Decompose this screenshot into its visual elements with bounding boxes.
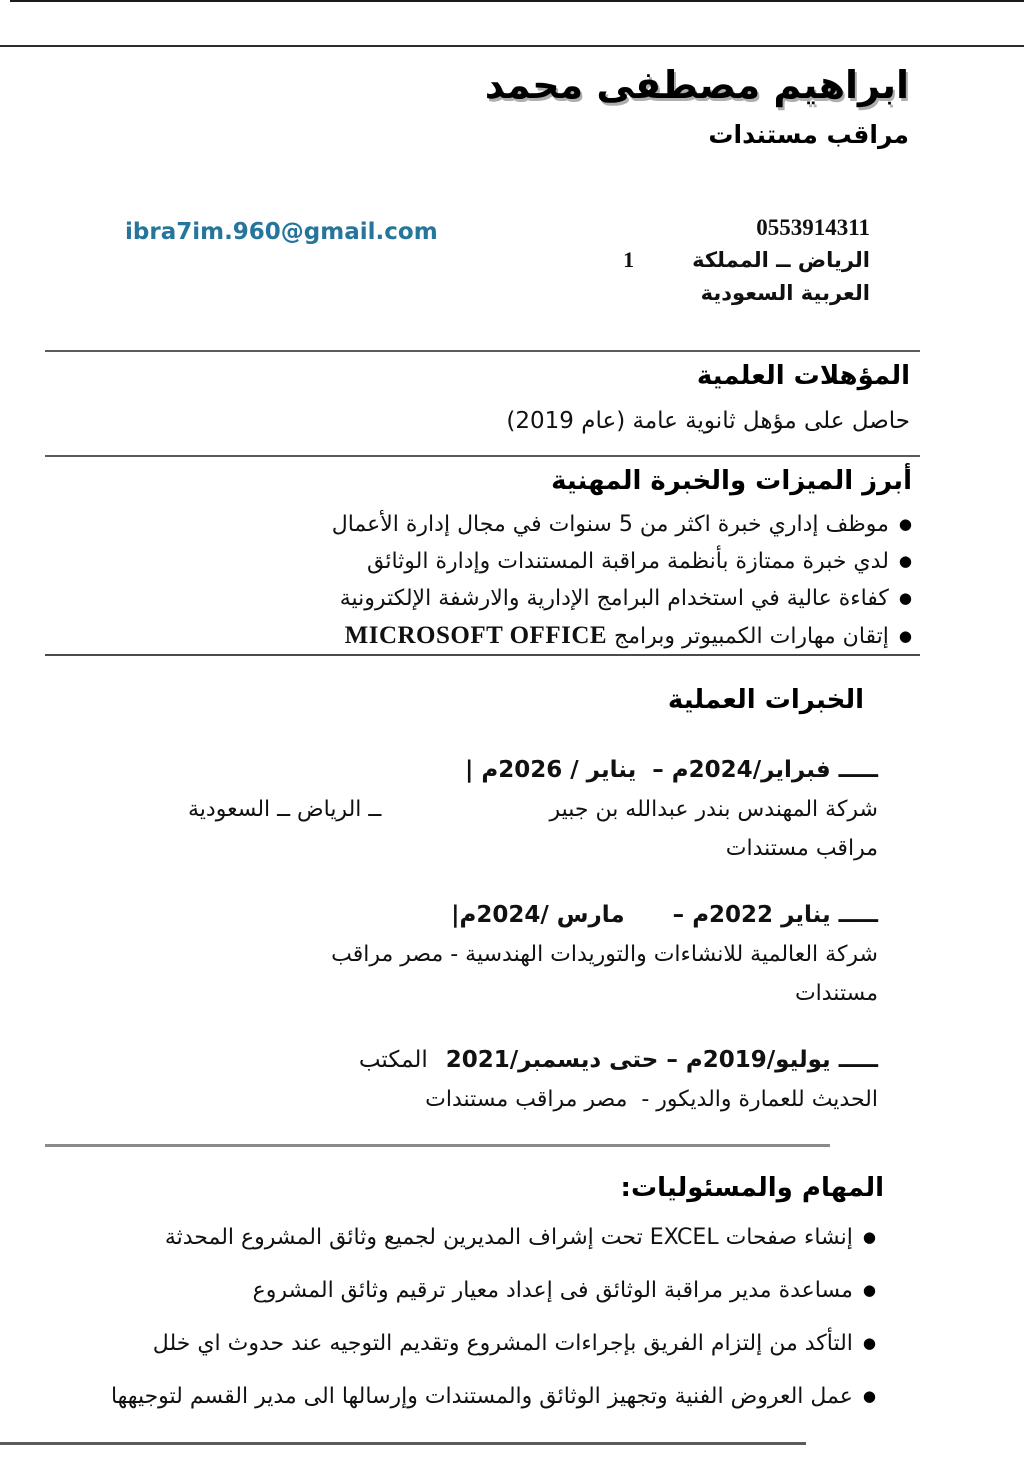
job-location: ــ الرياض ــ السعودية xyxy=(188,797,382,822)
experience-section xyxy=(188,680,878,1150)
section-divider xyxy=(45,1144,830,1147)
list-item xyxy=(60,617,912,655)
bullet-icon: ● xyxy=(898,515,912,533)
email-link[interactable]: ibra7im.960@gmail.com xyxy=(125,219,438,245)
location-city: الرياض ــ المملكة xyxy=(692,248,870,272)
job-dates: ـــــ يناير 2022م – مارس /2024م| xyxy=(451,902,878,928)
header xyxy=(485,62,909,149)
list-item xyxy=(60,1328,876,1359)
highlight-text: كفاءة عالية في استخدام البرامج الإدارية والارشفة الإلكترونية xyxy=(339,586,889,611)
job-company: شركة المهندس بندر عبدالله بن جبير xyxy=(549,797,878,822)
highlight-text: موظف إداري خبرة اكثر من 5 سنوات في مجال إدارة الأعمال xyxy=(331,512,889,537)
bullet-icon: ● xyxy=(862,1334,876,1352)
job-role: مراقب مستندات xyxy=(725,836,878,861)
responsibility-text: عمل العروض الفنية وتجهيز الوثائق والمستندات وإرسالها الى مدير القسم لتوجيهها xyxy=(110,1384,853,1409)
responsibilities-heading: المهام والمسئوليات: xyxy=(620,1173,884,1203)
experience-heading: الخبرات العملية xyxy=(667,685,864,715)
bullet-icon: ● xyxy=(862,1387,876,1405)
job-dates: ـــــ فبراير/2024م – يناير / 2026م | xyxy=(464,757,878,783)
education-text: حاصل على مؤهل ثانوية عامة (عام 2019) xyxy=(506,408,910,434)
education-section xyxy=(60,356,910,438)
experience-entry xyxy=(188,750,878,868)
highlights-section xyxy=(60,461,912,655)
experience-entry xyxy=(188,1040,878,1120)
job-dates-range: ـــــ يوليو/2019م – حتى ديسمبر/2021 xyxy=(445,1047,878,1073)
responsibility-text: التأكد من إلتزام الفريق بإجراءات المشروع وتقديم التوجيه عند حدوث اي خلل xyxy=(152,1331,853,1356)
list-item xyxy=(60,580,912,617)
bullet-icon: ● xyxy=(862,1228,876,1246)
contact-details xyxy=(623,213,870,310)
job-role: مستندات xyxy=(794,981,878,1006)
responsibility-text: إنشاء صفحات EXCEL تحت إشراف المديرين لجميع وثائق المشروع المحدثة xyxy=(164,1225,853,1250)
top-border-line xyxy=(10,0,1024,2)
highlight-text: لدي خبرة ممتازة بأنظمة مراقبة المستندات وإدارة الوثائق xyxy=(367,549,889,574)
location-line xyxy=(623,243,870,277)
phone-number: 0553914311 xyxy=(756,215,870,240)
job-company-start: المكتب xyxy=(358,1047,428,1073)
highlights-list xyxy=(60,506,912,655)
list-item xyxy=(60,1381,876,1412)
list-item xyxy=(60,1275,876,1306)
list-item xyxy=(60,1222,876,1253)
list-item xyxy=(60,506,912,543)
bullet-icon: ● xyxy=(898,627,912,645)
section-divider xyxy=(45,654,920,656)
responsibility-text: مساعدة مدير مراقبة الوثائق فى إعداد معيار ترقيم وثائق المشروع xyxy=(252,1278,853,1303)
header-divider xyxy=(0,45,1024,47)
job-company: شركة العالمية للانشاءات والتوريدات الهندسية - مصر مراقب xyxy=(331,942,878,967)
bullet-icon: ● xyxy=(898,552,912,570)
job-company: الحديث للعمارة والديكور - مصر مراقب مستندات xyxy=(425,1087,878,1112)
job-dates xyxy=(188,1040,878,1080)
experience-entry xyxy=(188,895,878,1013)
section-divider xyxy=(45,350,920,352)
candidate-name: ابراهيم مصطفى محمد xyxy=(484,63,909,107)
highlight-text: إتقان مهارات الكمبيوتر وبرامج xyxy=(614,624,889,649)
education-heading: المؤهلات العلمية xyxy=(696,361,910,391)
bottom-border-line xyxy=(0,1442,806,1445)
bullet-icon: ● xyxy=(898,589,912,607)
job-company-row xyxy=(188,790,878,830)
contact-section xyxy=(0,213,1024,323)
location-number: 1 xyxy=(623,247,635,272)
section-divider xyxy=(45,455,920,457)
list-item xyxy=(60,543,912,580)
location-country: العربية السعودية xyxy=(700,281,870,305)
responsibilities-list xyxy=(60,1222,876,1412)
candidate-job-title: مراقب مستندات xyxy=(708,119,909,149)
responsibilities-section xyxy=(60,1168,884,1434)
microsoft-office-label: MICROSOFT OFFICE xyxy=(344,622,608,649)
highlights-heading: أبرز الميزات والخبرة المهنية xyxy=(551,466,912,496)
bullet-icon: ● xyxy=(862,1281,876,1299)
